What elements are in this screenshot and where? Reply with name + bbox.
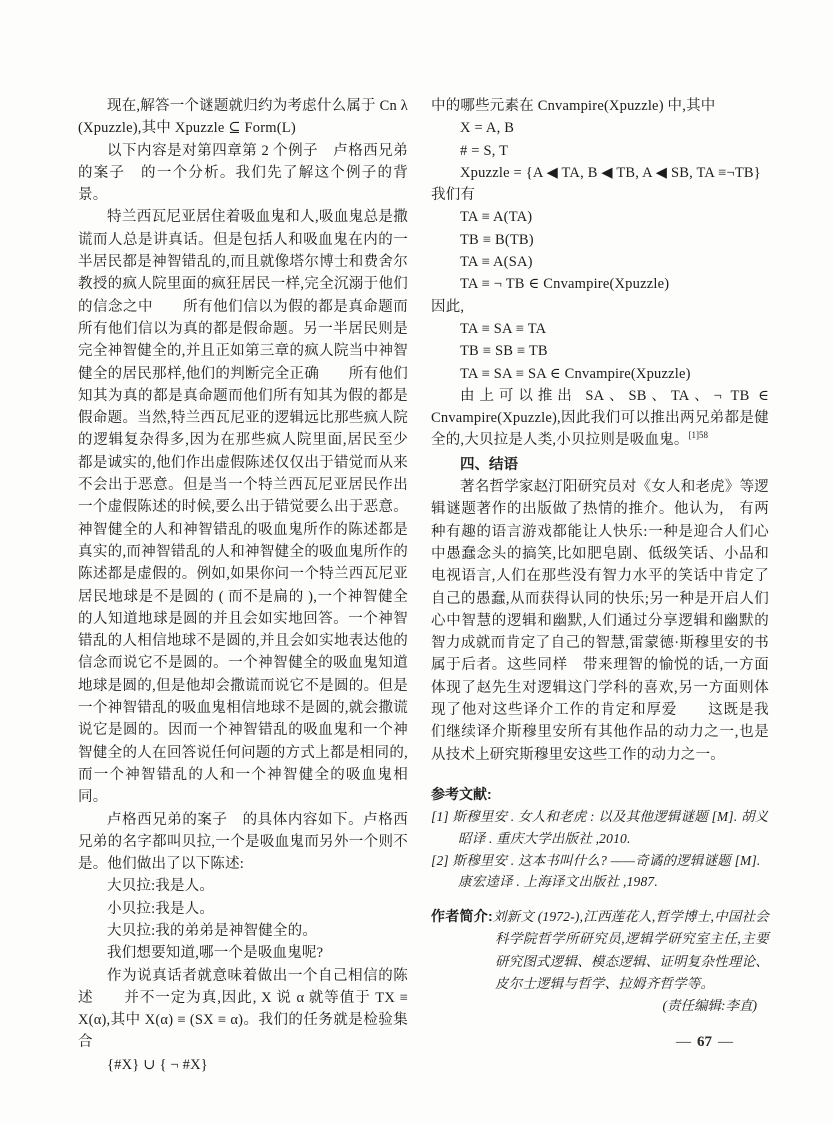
paragraph-background: 特兰西瓦尼亚居住着吸血鬼和人,吸血鬼总是撒谎而人总是讲真话。但是包括人和吸血鬼在内的一半居民都是神智错乱的,而且就像塔尔博士和费舍尔教授的疯人院里面的疯狂居民一样,完全沉溺于他们的信念之中 所有他们信以为假的都是真命题而所有他们信以为真的都是假命题。另一半居民则是完全神智健全的,并且正如第三章的疯人院当中神智健全的居民那样,他们的判断完全正确 所有他们知其为真的都是真命题而他们所有知其为假的都是假命题。当然,特兰西瓦尼亚的逻辑远比那些疯人院的逻辑复杂得多,因为在那些疯人院里面,居民至少都是诚实的,他们作出虚假陈述仅仅出于错觉而从来不会出于恶意。但是当一个特兰西瓦尼亚居民作出一个虚假陈述的时候,要么出于错觉要么出于恶意。神智健全的人和神智错乱的吸血鬼所作的陈述都是真实的,而神智错乱的人和神智健全的吸血鬼所作的陈述都是虚假的。例如,如果你问一个特兰西瓦尼亚居民地球是不是圆的 ( 而不是扁的 ),一个神智健全的人知道地球是圆的并且会如实地回答。一个神智错乱的人相信地球不是圆的,并且会如实地表达他的信念而说它不是圆的。一个神智健全的吸血鬼知道地球是圆的,但是他却会撒谎而说它不是圆的。但是一个神智错乱的吸血鬼相信地球不是圆的,就会撒谎说它是圆的。因而一个神智错乱的吸血鬼和一个神智健全的人在回答说任何问题的方式上都是相同的,而一个神智错乱的人和一个神智健全的吸血鬼相同。: [78, 209, 408, 806]
reference-item-1: [1] 斯穆里安 . 女人和老虎 : 以及其他逻辑谜题 [M]. 胡义昭译 . 重庆大学出版社 ,2010.: [431, 808, 769, 846]
author-bio-text: 刘新文 (1972-),江西莲花人,哲学博士,中国社会科学院哲学所研究员,逻辑学研究室主任,主要研究图式逻辑、模态逻辑、证明复杂性理论、皮尔士逻辑与哲学、拉姆齐哲学等。: [492, 909, 769, 991]
formula-ta-sa-cn: TA ≡ SA ≡ SA ∈ Cnvampire(Xpuzzle): [460, 365, 691, 382]
paragraph-conclusion: 著名哲学家赵汀阳研究员对《女人和老虎》等逻辑谜题著作的出版做了热情的推介。他认为, 有两种有趣的语言游戏都能让人快乐:一种是迎合人们心中愚蠢念头的搞笑,比如肥皂剧、低级笑话、小品和电视语言,人们在那些没有智力水平的笑话中肯定了自己的愚蠢,从而获得认同的快乐;另一种是开启人们心中智慧的逻辑和幽默,人们通过分享逻辑和幽默的智力成就而肯定了自己的智慧,雷蒙德·斯穆里安的书属于后者。这些同样 带来理智的愉悦的话,一方面体现了赵先生对逻辑这门学科的喜欢,另一方面则体现了他对这些译介工作的肯定和厚爱 这既是我们继续译介斯穆里安所有其他作品的动力之一,也是从技术上研究斯穆里安这些工作的动力之一。: [431, 479, 769, 763]
formula-ta-not-tb: TA ≡ ¬ TB ∈ Cnvampire(Xpuzzle): [460, 276, 670, 293]
statement-big-bela-2: 大贝拉:我的弟弟是神智健全的。: [107, 922, 318, 939]
page-number-right-dash: —: [718, 1034, 733, 1050]
formula-x-definition: X = A, B: [460, 120, 515, 137]
paragraph-context: 以下内容是对第四章第 2 个例子 卢格西兄弟的案子 的一个分析。我们先了解这个例子的背景。: [78, 142, 408, 204]
formula-hash-definition: # = S, T: [460, 142, 509, 159]
formula-xpuzzle-definition: Xpuzzle = {A ◀ TA, B ◀ TB, A ◀ SB, TA ≡¬TB}: [460, 164, 761, 181]
section-heading-conclusion: 四、结语: [460, 456, 518, 473]
paragraph-therefore: 因此,: [431, 298, 465, 315]
author-bio: [431, 905, 769, 995]
formula-ta-a: TA ≡ A(TA): [460, 209, 533, 226]
paragraph-derivation: [431, 385, 769, 452]
page-number: [676, 1032, 733, 1052]
formula-ta-sa: TA ≡ A(SA): [460, 254, 533, 271]
paragraph-intro: 现在,解答一个谜题就归约为考虑什么属于 Cn λ (Xpuzzle),其中 Xpuzzle ⊆ Form(L): [78, 98, 408, 137]
reference-item-2: [2] 斯穆里安 . 这本书叫什么? ——奇谲的逻辑谜题 [M]. 康宏逵译 . 上海译文出版社 ,1987.: [431, 852, 761, 890]
paragraph-case: 卢格西兄弟的案子 的具体内容如下。卢格西兄弟的名字都叫贝拉,一个是吸血鬼而另外一个则不是。他们做出了以下陈述:: [78, 811, 408, 873]
formula-ta-sa-ta: TA ≡ SA ≡ TA: [460, 320, 547, 337]
formula-tb-sb-tb: TB ≡ SB ≡ TB: [460, 343, 548, 360]
paragraph-we-have: 我们有: [431, 187, 476, 204]
statement-question: 我们想要知道,哪一个是吸血鬼呢?: [107, 945, 324, 962]
formula-check-set: {#X} ∪ { ¬ #X}: [107, 1056, 208, 1073]
author-bio-label: 作者简介:: [431, 908, 493, 925]
citation-superscript: [1]58: [688, 430, 709, 441]
left-column: [78, 95, 408, 1076]
two-column-layout: [78, 95, 769, 1076]
editor-note: (责任编辑:李直): [662, 998, 757, 1014]
references-heading: 参考文献:: [431, 785, 492, 802]
paragraph-truthteller: 作为说真话者就意味着做出一个自己相信的陈述 并不一定为真,因此, X 说 α 就等值于 TX ≡ X(α),其中 X(α) ≡ (SX ≡ α)。我们的任务就是检验集合: [78, 967, 408, 1051]
statement-big-bela-1: 大贝拉:我是人。: [107, 878, 215, 895]
statement-little-bela: 小贝拉:我是人。: [107, 900, 215, 917]
page-number-left-dash: —: [676, 1034, 691, 1050]
formula-tb-b: TB ≡ B(TB): [460, 231, 534, 248]
derivation-text: 由上可以推出 SA、SB、TA、¬ TB ∈ Cnvampire(Xpuzzle),因此我们可以推出两兄弟都是健全的,大贝拉是人类,小贝拉则是吸血鬼。: [431, 387, 769, 449]
right-column: [431, 95, 769, 1076]
page-number-value: 67: [697, 1034, 712, 1050]
paragraph-continuation: 中的哪些元素在 Cnvampire(Xpuzzle) 中,其中: [431, 98, 716, 114]
